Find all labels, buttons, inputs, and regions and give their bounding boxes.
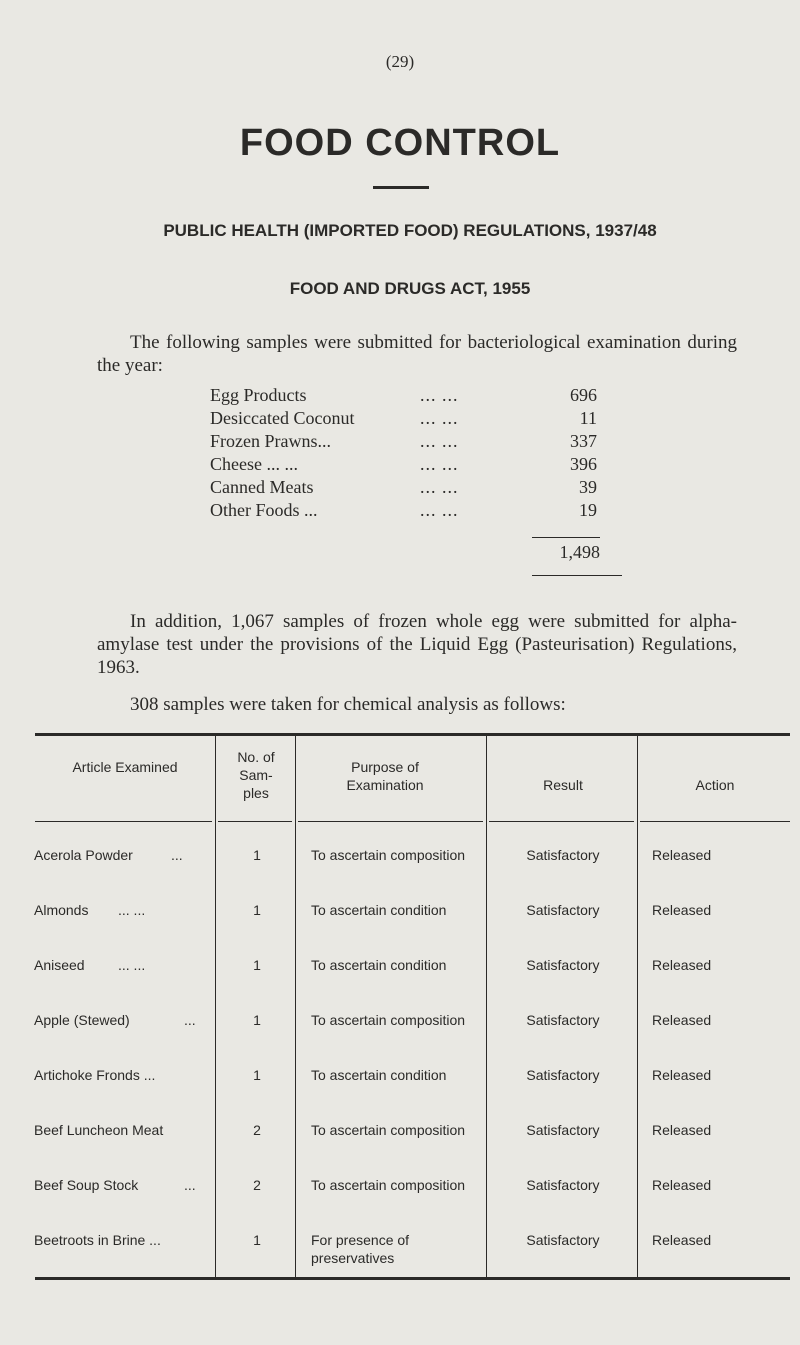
page-number: (29): [385, 52, 415, 71]
column-divider: [295, 736, 296, 1277]
row-action: Released: [652, 1232, 712, 1248]
bacteriological-sample-list: [210, 385, 610, 523]
header-samples: No. of Sam- ples: [237, 749, 275, 801]
act-heading: FOOD AND DRUGS ACT, 1955: [289, 279, 531, 298]
row-article: [34, 1176, 214, 1194]
row-action: Released: [652, 1122, 712, 1138]
leader-dots: ...: [184, 1177, 196, 1193]
row-result: Satisfactory: [526, 957, 600, 973]
leader-dots: ... ...: [420, 500, 459, 520]
header-article: Article Examined: [72, 759, 178, 775]
title-divider: [373, 186, 429, 189]
sample-name: Frozen Prawns...: [210, 431, 331, 451]
header-rule: [298, 821, 483, 822]
row-samples: 2: [253, 1177, 261, 1193]
column-divider: [215, 736, 216, 1277]
sample-count: 19: [579, 500, 597, 520]
row-samples: 2: [253, 1122, 261, 1138]
column-divider: [637, 736, 638, 1277]
addition-text: In addition, 1,067 samples of frozen whole egg were submitted for alpha-amylase test under the provisions of the Liquid Egg (Pasteurisation) Regulations, 1963.: [97, 611, 737, 678]
row-article: [34, 846, 214, 864]
header-action: Action: [695, 777, 735, 793]
regulations-heading: PUBLIC HEALTH (IMPORTED FOOD) REGULATIONS, 1937/48: [163, 221, 657, 240]
article-name: Beetroots in Brine ...: [34, 1232, 161, 1248]
row-result: Satisfactory: [526, 902, 600, 918]
sample-name: Other Foods ...: [210, 500, 318, 520]
leader-dots: ... ...: [420, 477, 459, 497]
sample-row: [210, 500, 610, 523]
row-action: Released: [652, 1012, 712, 1028]
sample-count: 696: [570, 385, 597, 405]
sample-name: Cheese ... ...: [210, 454, 298, 474]
article-name: Beef Luncheon Meat: [34, 1122, 164, 1138]
leader-dots: ... ...: [420, 408, 459, 428]
sample-total: 1,498: [559, 542, 600, 562]
row-result: Satisfactory: [526, 1122, 600, 1138]
row-purpose: To ascertain condition: [311, 902, 447, 918]
page-title: FOOD CONTROL: [239, 122, 561, 164]
row-samples: 1: [253, 1012, 261, 1028]
leader-dots: ...: [184, 1012, 196, 1028]
chemical-intro-text: 308 samples were taken for chemical analysis as follows:: [130, 694, 566, 715]
sample-count: 396: [570, 454, 597, 474]
row-purpose: To ascertain composition: [311, 847, 466, 863]
addition-paragraph: [97, 610, 737, 679]
row-article: [34, 901, 214, 919]
row-result: Satisfactory: [526, 1012, 600, 1028]
sample-row: [210, 431, 610, 454]
row-action: Released: [652, 957, 712, 973]
leader-dots: ... ...: [118, 957, 146, 973]
row-samples: 1: [253, 1067, 261, 1083]
leader-dots: ... ...: [420, 385, 459, 405]
article-name: Acerola Powder: [34, 847, 133, 863]
row-purpose: For presence of preservatives: [311, 1232, 410, 1266]
row-purpose: To ascertain composition: [311, 1012, 466, 1028]
total-rule-top: [532, 537, 600, 538]
row-action: Released: [652, 847, 712, 863]
article-name: Almonds: [34, 902, 89, 918]
table-bottom-rule: [35, 1277, 790, 1280]
intro-text: The following samples were submitted for bacteriological examination during the year:: [97, 332, 737, 376]
row-article: [34, 1011, 214, 1029]
row-article: [34, 1231, 214, 1249]
header-result: Result: [543, 777, 583, 793]
table-top-rule: [35, 733, 790, 736]
sample-row: [210, 454, 610, 477]
column-divider: [486, 736, 487, 1277]
leader-dots: ... ...: [420, 431, 459, 451]
row-purpose: To ascertain composition: [311, 1177, 466, 1193]
leader-dots: ... ...: [420, 454, 459, 474]
header-rule: [35, 821, 212, 822]
sample-name: Egg Products: [210, 385, 307, 405]
total-rule-bottom: [532, 575, 622, 576]
sample-count: 11: [579, 408, 597, 428]
row-purpose: To ascertain condition: [311, 957, 447, 973]
header-purpose: Purpose of Examination: [346, 759, 424, 793]
row-action: Released: [652, 1177, 712, 1193]
row-samples: 1: [253, 902, 261, 918]
header-rule: [218, 821, 292, 822]
row-result: Satisfactory: [526, 1177, 600, 1193]
row-purpose: To ascertain condition: [311, 1067, 447, 1083]
chemical-intro-paragraph: [97, 693, 737, 716]
leader-dots: ...: [171, 847, 183, 863]
row-article: [34, 1121, 214, 1139]
header-rule: [640, 821, 790, 822]
sample-row: [210, 477, 610, 500]
row-result: Satisfactory: [526, 1067, 600, 1083]
sample-row: [210, 385, 610, 408]
article-name: Beef Soup Stock: [34, 1177, 139, 1193]
row-action: Released: [652, 1067, 712, 1083]
row-purpose: To ascertain composition: [311, 1122, 466, 1138]
sample-count: 39: [579, 477, 597, 497]
article-name: Apple (Stewed): [34, 1012, 130, 1028]
row-samples: 1: [253, 1232, 261, 1248]
row-result: Satisfactory: [526, 847, 600, 863]
header-rule: [489, 821, 634, 822]
row-article: [34, 1066, 214, 1084]
row-samples: 1: [253, 957, 261, 973]
sample-name: Canned Meats: [210, 477, 314, 497]
row-result: Satisfactory: [526, 1232, 600, 1248]
leader-dots: ... ...: [118, 902, 146, 918]
sample-row: [210, 408, 610, 431]
intro-paragraph: [97, 331, 737, 377]
row-samples: 1: [253, 847, 261, 863]
row-action: Released: [652, 902, 712, 918]
row-article: [34, 956, 214, 974]
article-name: Artichoke Fronds ...: [34, 1067, 156, 1083]
sample-count: 337: [570, 431, 597, 451]
sample-name: Desiccated Coconut: [210, 408, 355, 428]
article-name: Aniseed: [34, 957, 85, 973]
